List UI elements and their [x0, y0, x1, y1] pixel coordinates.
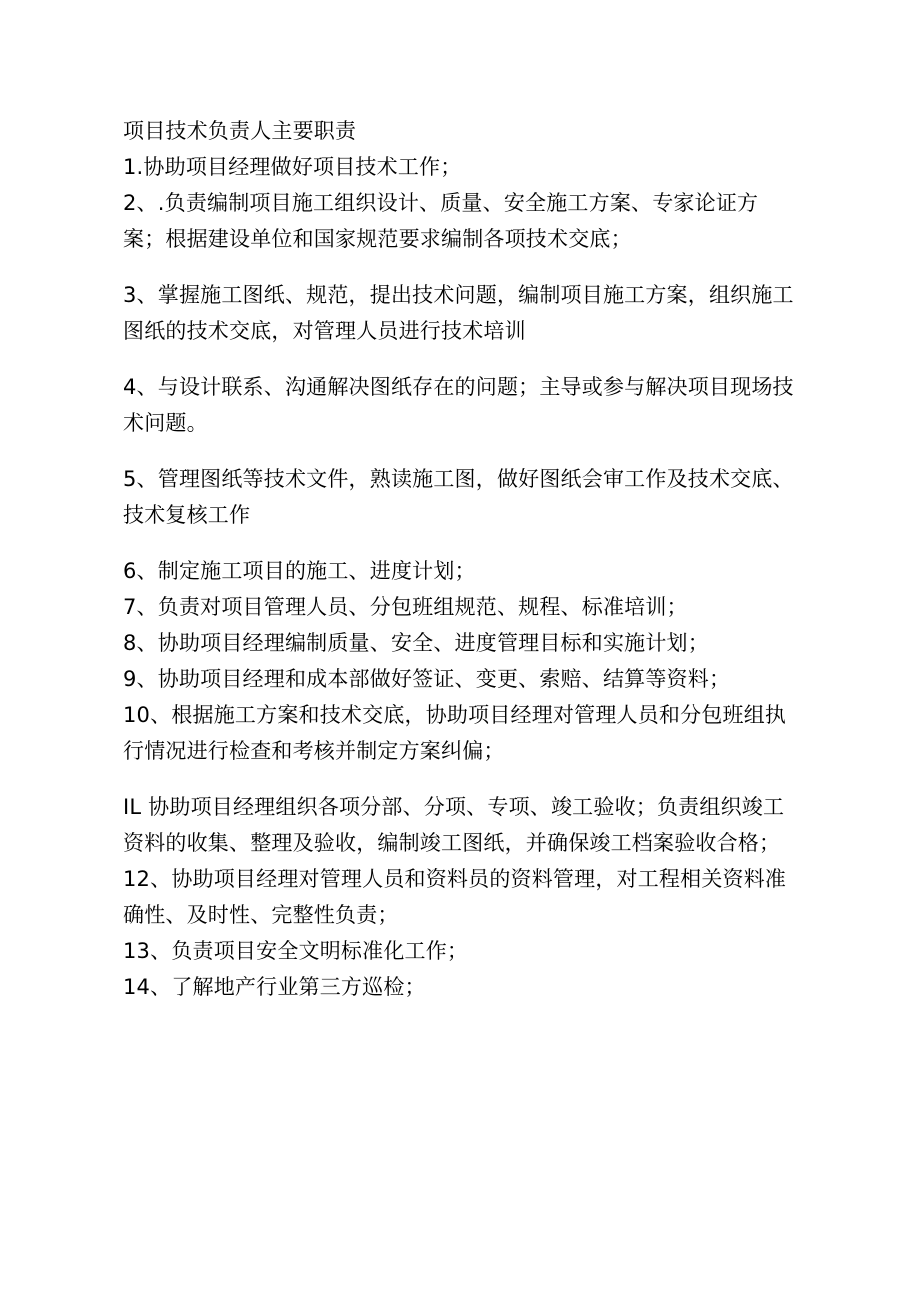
text-line: 2、.负责编制项目施工组织设计、质量、安全施工方案、专家论证方 — [123, 191, 759, 215]
text-line: 14、了解地产行业第三方巡检； — [123, 975, 426, 999]
list-item-4 — [123, 369, 823, 441]
text-line: 5、管理图纸等技术文件，熟读施工图，做好图纸会审工作及技术交底、 — [123, 467, 794, 491]
document-body — [123, 113, 823, 1005]
text-line: 10、根据施工方案和技术交底，协助项目经理对管理人员和分包班组执 — [123, 703, 787, 727]
text-line: 技术复核工作 — [123, 503, 251, 527]
text-line: 6、制定施工项目的施工、进度计划； — [123, 559, 476, 583]
text-line: 案；根据建设单位和国家规范要求编制各项技术交底； — [123, 227, 632, 251]
list-item-10 — [123, 697, 823, 769]
text-line: 1.协助项目经理做好项目技术工作； — [123, 155, 462, 179]
text-line: 4、与设计联系、沟通解决图纸存在的问题；主导或参与解决项目现场技 — [123, 375, 794, 399]
text-line: 7、负责对项目管理人员、分包班组规范、规程、标准培训； — [123, 595, 688, 619]
list-item-8 — [123, 625, 823, 661]
text-line: 确性、及时性、完整性负责； — [123, 903, 399, 927]
list-item-3 — [123, 277, 823, 349]
text-line: 12、协助项目经理对管理人员和资料员的资料管理，对工程相关资料准 — [123, 867, 787, 891]
list-item-7 — [123, 589, 823, 625]
document-title: 项目技术负责人主要职责 — [123, 119, 357, 143]
list-item-14 — [123, 969, 823, 1005]
text-line: 13、负责项目安全文明标准化工作； — [123, 939, 469, 963]
text-line: 8、协助项目经理编制质量、安全、进度管理目标和实施计划； — [123, 631, 709, 655]
text-line: 资料的收集、整理及验收，编制竣工图纸，并确保竣工档案验收合格； — [123, 831, 781, 855]
list-item-6 — [123, 553, 823, 589]
text-line: 3、掌握施工图纸、规范，提出技术问题，编制项目施工方案，组织施工 — [123, 283, 794, 307]
list-item-2 — [123, 185, 823, 257]
text-line: 9、协助项目经理和成本部做好签证、变更、索赔、结算等资料； — [123, 667, 731, 691]
list-item-5 — [123, 461, 823, 533]
list-item-9 — [123, 661, 823, 697]
list-item-1 — [123, 149, 823, 185]
text-line: 行情况进行检查和考核并制定方案纠偏； — [123, 739, 505, 763]
text-line: 图纸的技术交底，对管理人员进行技术培训 — [123, 319, 526, 343]
list-item-13 — [123, 933, 823, 969]
list-item-12 — [123, 861, 823, 933]
list-item-11 — [123, 789, 823, 861]
text-line: IL 协助项目经理组织各项分部、分项、专项、竣工验收；负责组织竣工 — [123, 795, 785, 819]
text-line: 术问题。 — [123, 411, 208, 435]
